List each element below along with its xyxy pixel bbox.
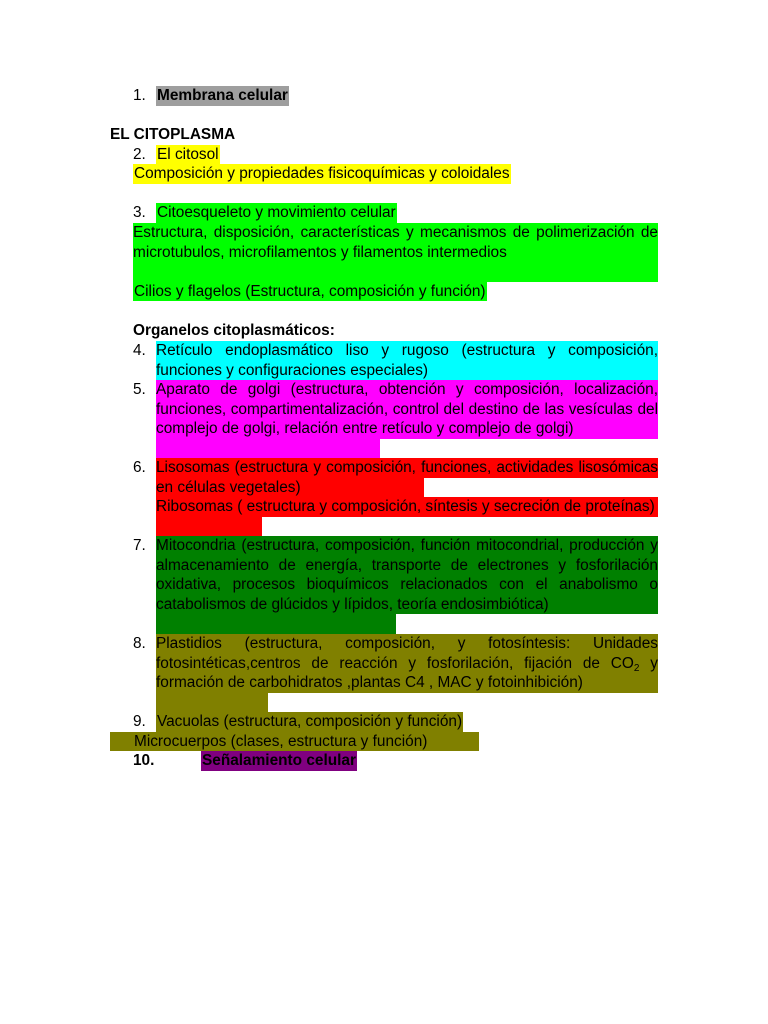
item-10-text: Señalamiento celular	[202, 752, 356, 769]
item-9-text: Vacuolas (estructura, composición y función)	[157, 713, 463, 730]
item-7-number: 7.	[133, 537, 146, 554]
item-3-title: Citoesqueleto y movimiento celular	[157, 204, 396, 221]
item-7-text: Mitocondria (estructura, composición, función mitocondrial, producción y almacenamiento de energía, transporte de electrones y fosforilación oxidativa, procesos bioquímicos relacionados con el anabolismo o catabolismos de glúcidos y lípidos, teoría endosimbiótica)	[156, 537, 658, 613]
item-3-subtext-1: Estructura, disposición, características y mecanismos de polimerización de microtubulos, microfilamentos y filamentos intermedios	[133, 223, 658, 282]
item-6-text-ribosomas: Ribosomas ( estructura y composición, síntesis y secreción de proteínas)	[156, 498, 655, 515]
section-heading-citoplasma: EL CITOPLASMA	[110, 126, 236, 143]
item-5-text: Aparato de golgi (estructura, obtención y composición, localización, funciones, compartimentalización, control del destino de las vesículas del complejo de golgi, relación entre retículo y complejo de golgi)	[156, 381, 658, 437]
item-6-number: 6.	[133, 459, 146, 476]
item-1-number: 1.	[133, 87, 146, 104]
item-8-number: 8.	[133, 635, 146, 652]
item-3-subtext-2: Cilios y flagelos (Estructura, composición y función)	[134, 282, 486, 300]
item-2-subtext: Composición y propiedades fisicoquímicas y coloidales	[134, 165, 510, 182]
item-10-number: 10.	[133, 752, 155, 769]
item-8-text: Plastidios (estructura, composición, y fotosíntesis: Unidades fotosintéticas,centros de reacción y fosforilación, fijación de $CO_2$ y formación de carbohidratos ,plantas C4 , MAC y fotoinhibición)	[156, 635, 658, 691]
item-2-title: El citosol	[157, 146, 219, 163]
section-heading-organelos: Organelos citoplasmáticos:	[133, 322, 335, 339]
item-6-text-lisosomas: Lisosomas (estructura y composición, funciones, actividades lisosómicas en células vegetales)	[156, 459, 658, 496]
item-9-number: 9.	[133, 713, 146, 730]
item-4-number: 4.	[133, 342, 146, 359]
item-1-text: Membrana celular	[157, 87, 288, 104]
item-8-subscript: 2	[633, 662, 640, 674]
item-4-text: Retículo endoplasmático liso y rugoso (estructura y composición, funciones y configuraciones especiales)	[156, 342, 658, 379]
item-3-number: 3.	[133, 204, 146, 221]
item-5-number: 5.	[133, 381, 146, 398]
item-9-text-microcuerpos: Microcuerpos (clases, estructura y función)	[134, 732, 428, 750]
item-2-number: 2.	[133, 146, 146, 163]
